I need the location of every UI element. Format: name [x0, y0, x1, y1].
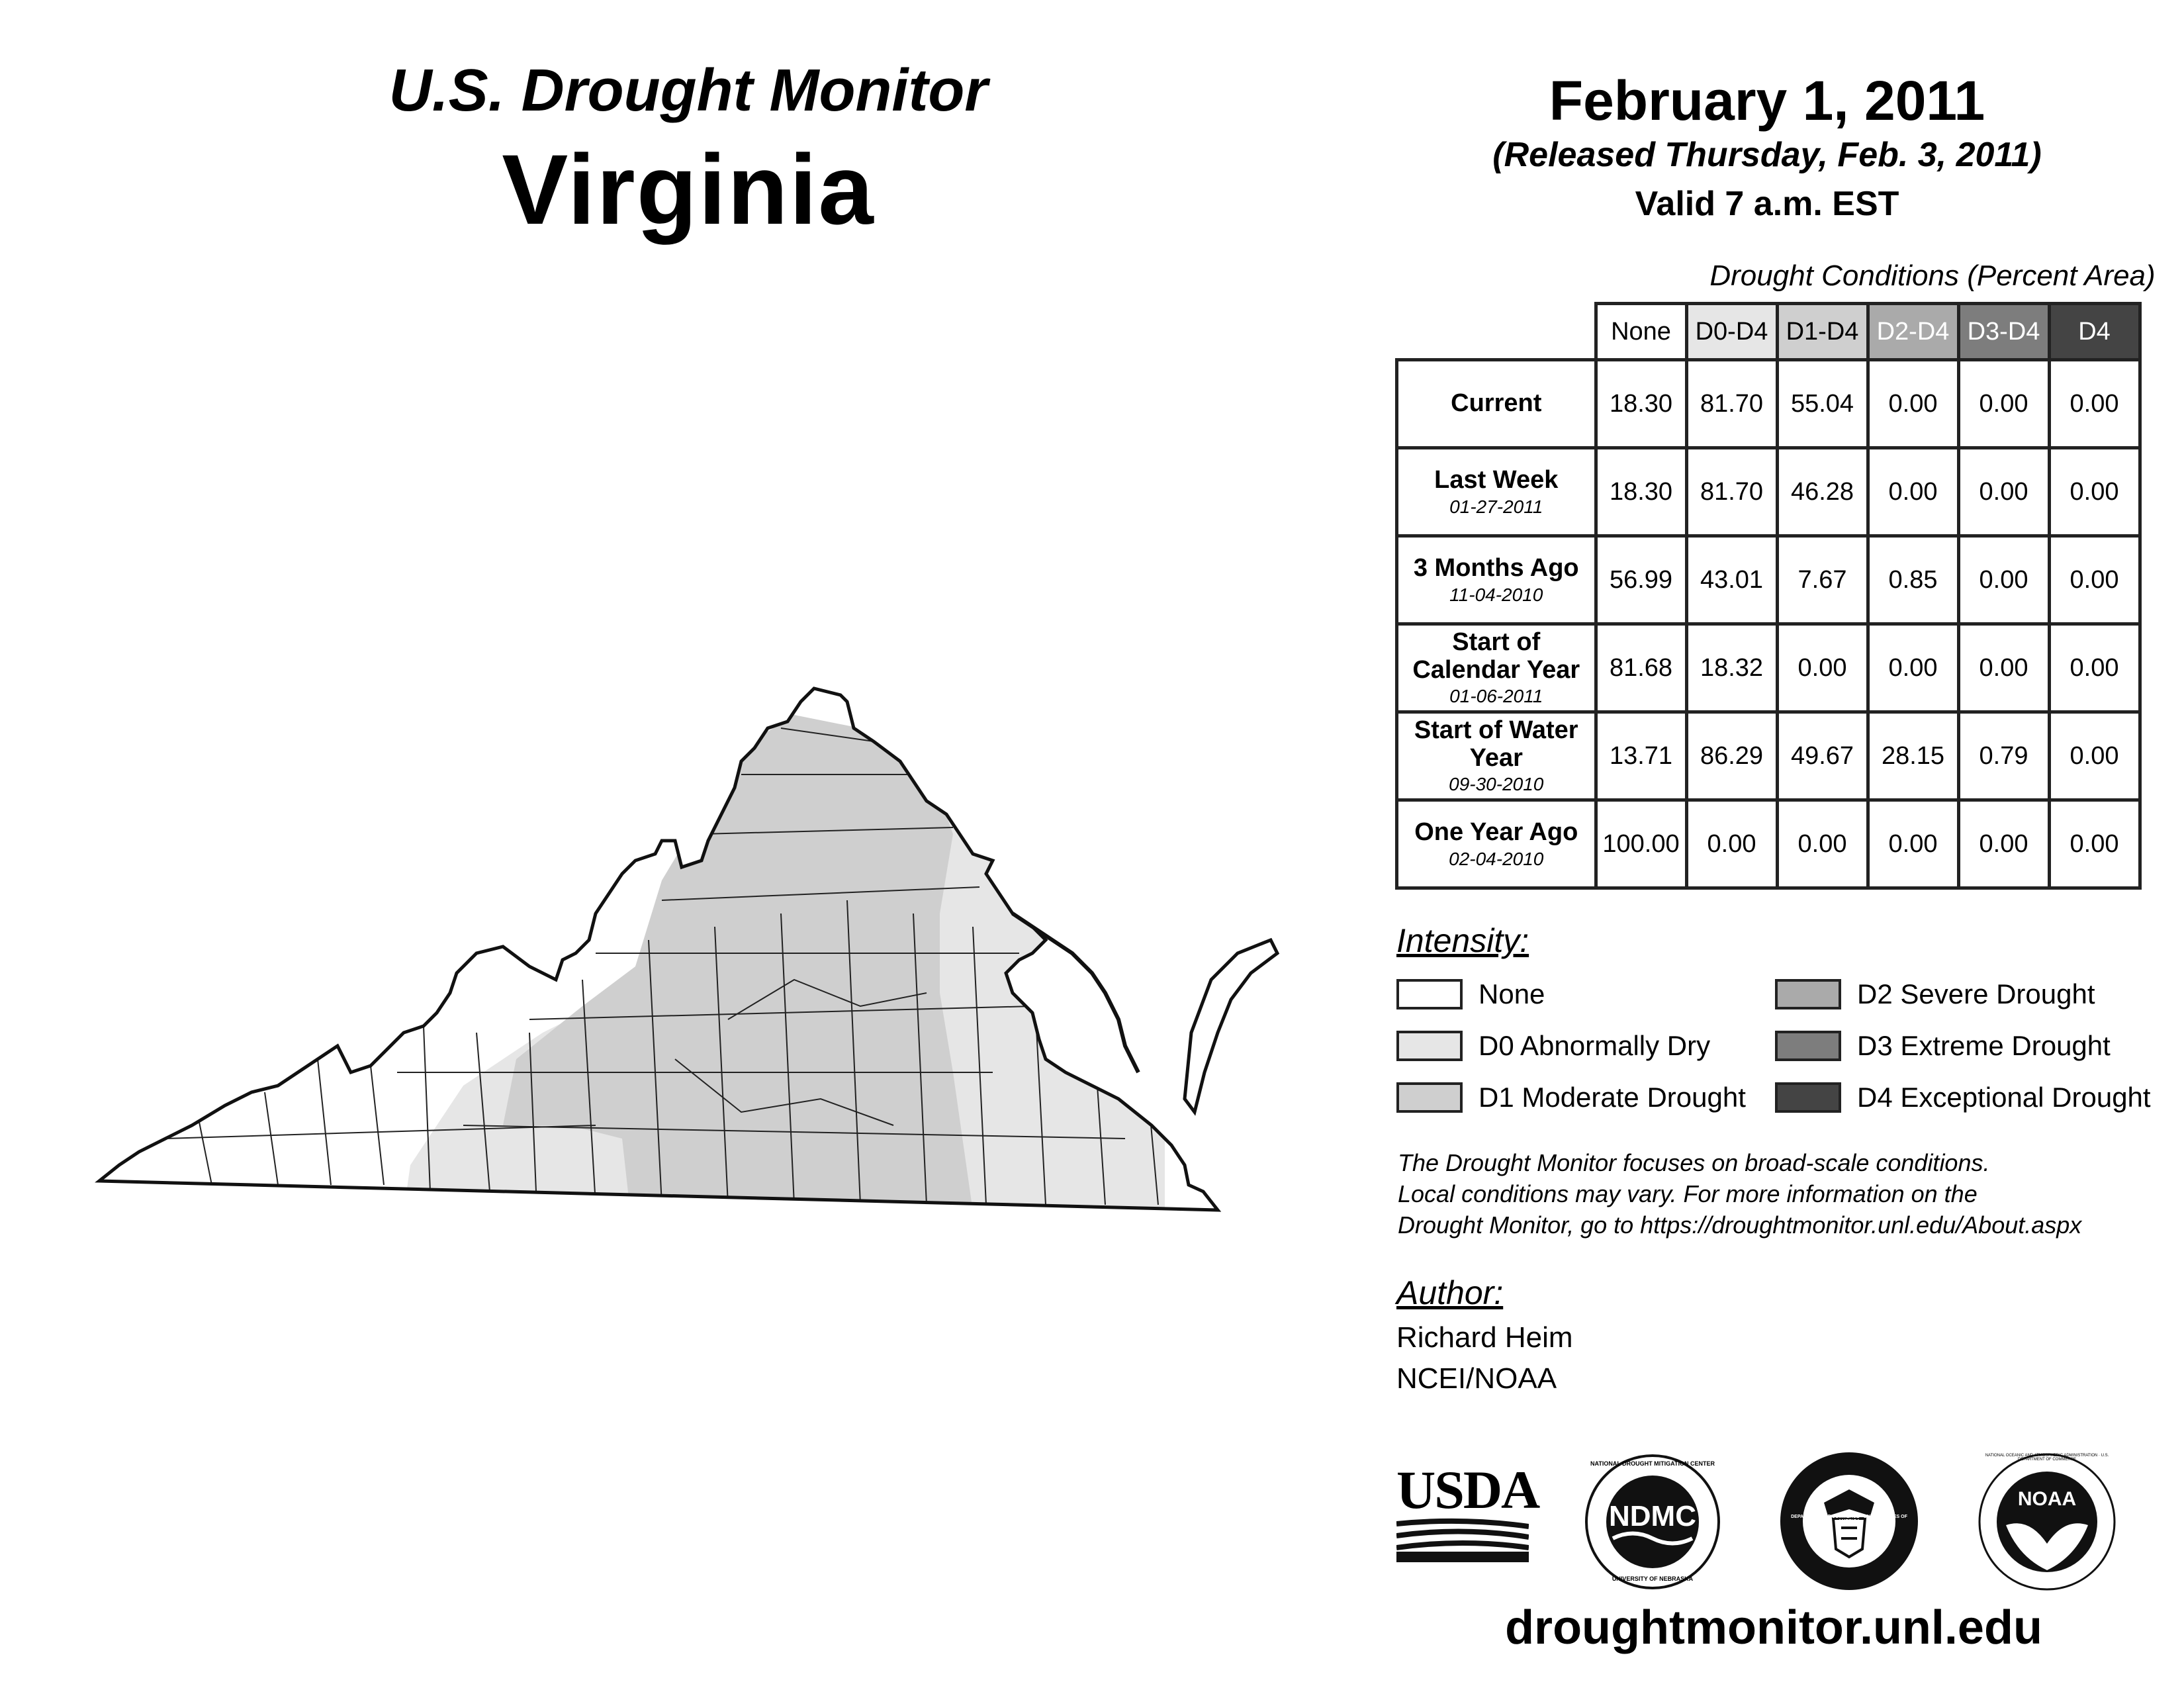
row-label-text: 3 Months Ago [1413, 553, 1579, 582]
ndmc-text: NDMC [1609, 1500, 1696, 1532]
table-row [1397, 624, 2140, 712]
table-cell: 0.00 [1868, 448, 1958, 536]
legend-item-d2 [1775, 978, 2095, 1010]
table-cell: 18.30 [1596, 360, 1686, 448]
row-date: 01-27-2011 [1449, 496, 1543, 517]
table-cell: 0.00 [2049, 800, 2140, 888]
legend-label: D4 Exceptional Drought [1857, 1082, 2151, 1113]
row-label [1397, 360, 1596, 448]
note-line: Local conditions may vary. For more information on the [1398, 1180, 1978, 1207]
table-cell: 0.79 [1958, 712, 2049, 800]
valid-time: Valid 7 a.m. EST [1635, 185, 1899, 223]
table-caption: Drought Conditions (Percent Area) [1709, 259, 2156, 292]
author-title: Author: [1396, 1274, 1504, 1311]
col-header: D4 [2049, 304, 2140, 360]
table-cell: 0.00 [1958, 448, 2049, 536]
table-cell: 0.00 [1868, 624, 1958, 712]
legend-swatch [1775, 979, 1841, 1009]
row-label-text: Current [1451, 389, 1542, 418]
table-cell: 13.71 [1596, 712, 1686, 800]
noaa-bird-icon [1976, 1451, 2118, 1593]
table-cell: 0.00 [1686, 800, 1777, 888]
eastern-shore [1185, 940, 1277, 1112]
col-header: D1-D4 [1777, 304, 1868, 360]
map-date: February 1, 2011 [1549, 70, 1985, 132]
legend-item-d1 [1396, 1082, 1746, 1113]
table-cell: 0.00 [2049, 624, 2140, 712]
noaa-logo [1976, 1451, 2118, 1593]
ndmc-logo [1583, 1452, 1722, 1591]
disclaimer-note [1398, 1148, 2179, 1241]
table-cell: 0.00 [1777, 624, 1868, 712]
website-link[interactable]: droughtmonitor.unl.edu [1505, 1601, 2042, 1654]
row-date: 11-04-2010 [1449, 584, 1543, 605]
table-cell: 0.00 [1958, 624, 2049, 712]
table-cell: 86.29 [1686, 712, 1777, 800]
table-cell: 0.00 [2049, 536, 2140, 624]
table-cell: 0.00 [1777, 800, 1868, 888]
row-label [1397, 712, 1596, 800]
table-cell: 55.04 [1777, 360, 1868, 448]
author-org: NCEI/NOAA [1396, 1362, 1557, 1395]
table-cell: 18.30 [1596, 448, 1686, 536]
table-cell: 0.00 [2049, 448, 2140, 536]
table-header-row [1397, 304, 2140, 360]
row-label-text: One Year Ago [1414, 818, 1578, 846]
legend-swatch [1775, 1082, 1841, 1113]
legend-title: Intensity: [1396, 922, 1529, 959]
table-row [1397, 448, 2140, 536]
note-line: The Drought Monitor focuses on broad-scale conditions. [1398, 1149, 1990, 1176]
table-cell: 56.99 [1596, 536, 1686, 624]
usda-text: USDA [1396, 1460, 1539, 1520]
table-cell: 28.15 [1868, 712, 1958, 800]
noaa-text: NOAA [2017, 1488, 2077, 1510]
table-row [1397, 536, 2140, 624]
note-line: Drought Monitor, go to https://droughtmonitor.unl.edu/About.aspx [1398, 1211, 2082, 1239]
col-header: D2-D4 [1868, 304, 1958, 360]
table-cell: 0.00 [1958, 536, 2049, 624]
table-cell: 18.32 [1686, 624, 1777, 712]
usda-logo [1396, 1460, 1539, 1562]
table-cell: 7.67 [1777, 536, 1868, 624]
legend-item-d0 [1396, 1030, 1710, 1062]
col-header: D3-D4 [1958, 304, 2049, 360]
row-label-text: Start of Calendar Year [1412, 628, 1580, 684]
row-date: 01-06-2011 [1449, 686, 1543, 707]
table-cell: 100.00 [1596, 800, 1686, 888]
legend-item-d4 [1775, 1082, 2151, 1113]
row-label [1397, 536, 1596, 624]
legend-label: None [1479, 978, 1545, 1009]
table-row [1397, 800, 2140, 888]
col-header: D0-D4 [1686, 304, 1777, 360]
noaa-ring-text: NATIONAL OCEANIC AND ATMOSPHERIC ADMINISTRATION · U.S. DEPARTMENT OF COMMERCE [1985, 1454, 2109, 1462]
legend-label: D1 Moderate Drought [1479, 1082, 1746, 1113]
row-label-text: Last Week [1434, 465, 1559, 494]
state-name: Virginia [502, 134, 875, 245]
doc-logo [1778, 1450, 1921, 1593]
table-cell: 49.67 [1777, 712, 1868, 800]
drought-conditions-table [1395, 302, 2142, 890]
legend-label: D0 Abnormally Dry [1479, 1030, 1711, 1061]
legend-item-none [1396, 978, 1545, 1010]
legend-label: D2 Severe Drought [1857, 978, 2095, 1009]
table-cell: 43.01 [1686, 536, 1777, 624]
table-cell: 0.85 [1868, 536, 1958, 624]
table-cell: 0.00 [1868, 360, 1958, 448]
map-title: U.S. Drought Monitor [388, 58, 988, 124]
ndmc-ring-top: NATIONAL DROUGHT MITIGATION CENTER [1590, 1460, 1715, 1467]
row-date: 09-30-2010 [1449, 774, 1544, 795]
table-corner [1397, 304, 1596, 360]
table-cell: 46.28 [1777, 448, 1868, 536]
usda-fields-icon [1396, 1517, 1529, 1564]
table-row [1397, 360, 2140, 448]
table-cell: 81.68 [1596, 624, 1686, 712]
release-date: (Released Thursday, Feb. 3, 2011) [1492, 136, 2042, 174]
virginia-drought-map [0, 0, 1377, 1324]
legend-swatch [1775, 1031, 1841, 1061]
row-label [1397, 800, 1596, 888]
legend-swatch [1396, 1031, 1463, 1061]
table-cell: 0.00 [2049, 360, 2140, 448]
row-label [1397, 624, 1596, 712]
table-cell: 0.00 [1958, 360, 2049, 448]
legend-swatch [1396, 1082, 1463, 1113]
row-label-text: Start of Water Year [1414, 716, 1578, 772]
row-date: 02-04-2010 [1449, 848, 1544, 869]
ndmc-ring-bottom: UNIVERSITY OF NEBRASKA [1612, 1575, 1694, 1582]
table-cell: 0.00 [2049, 712, 2140, 800]
author-name: Richard Heim [1396, 1321, 1573, 1354]
table-cell: 81.70 [1686, 448, 1777, 536]
legend-swatch [1396, 979, 1463, 1009]
table-cell: 81.70 [1686, 360, 1777, 448]
col-header: None [1596, 304, 1686, 360]
table-row [1397, 712, 2140, 800]
table-cell: 0.00 [1868, 800, 1958, 888]
row-label [1397, 448, 1596, 536]
legend-item-d3 [1775, 1030, 2111, 1062]
legend-label: D3 Extreme Drought [1857, 1030, 2111, 1061]
doc-ring-text: DEPARTMENT OF COMMERCE · UNITED STATES OF AMERICA [1791, 1515, 1907, 1524]
table-cell: 0.00 [1958, 800, 2049, 888]
